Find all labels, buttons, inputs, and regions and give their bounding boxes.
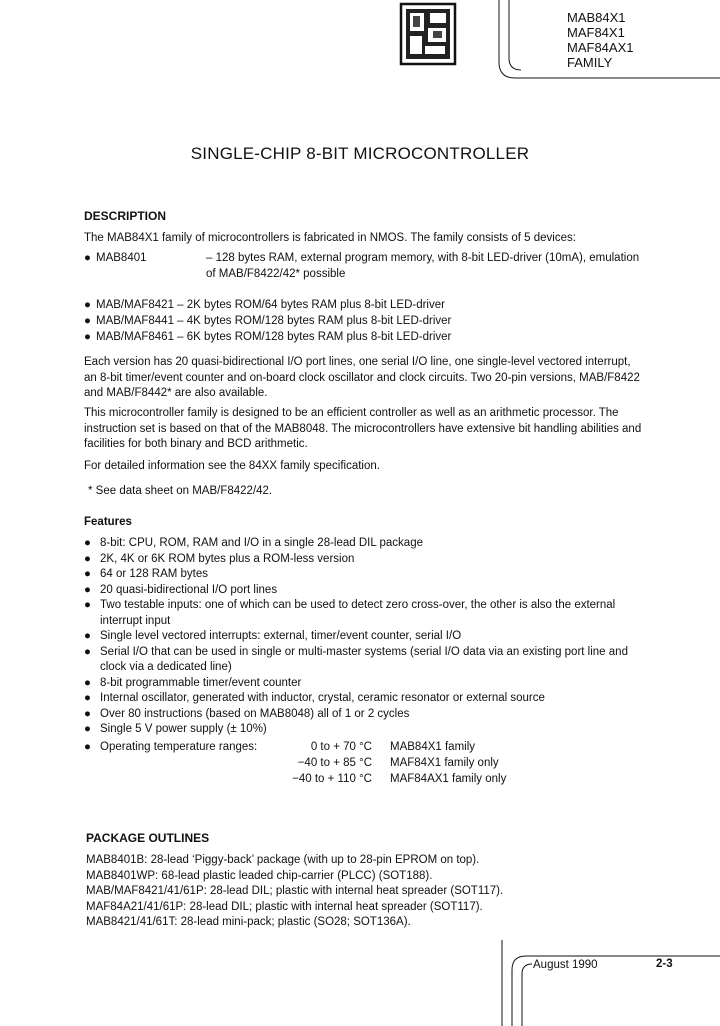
- list-item: [84, 676, 654, 692]
- temperature-table: [100, 740, 560, 788]
- list-item: [84, 567, 654, 583]
- list-item: [84, 707, 654, 723]
- temperature-range: −40 to + 110 °C: [292, 773, 372, 785]
- table-row: [100, 756, 560, 772]
- package-line: MAB8401WP: 68-lead plastic leaded chip-carrier (PLCC) (SOT188).: [86, 869, 433, 882]
- temperature-family: MAB84X1 family: [390, 741, 476, 753]
- packages-list: [86, 853, 646, 931]
- list-item: [84, 536, 654, 552]
- bullet-icon: ●: [84, 583, 91, 596]
- feature-text: Single 5 V power supply (± 10%): [100, 723, 267, 735]
- bullet-icon: ●: [84, 676, 91, 689]
- features-list: [84, 536, 654, 738]
- footer-date: August 1990: [533, 959, 598, 971]
- description-paragraph: This microcontroller family is designed to be an efficient controller as well as an arithmetic processor. The instruction set is based on that of the MAB8048. The microcontrollers have extensive bit handling abilities and facilities for both binary and BCD arithmetic.: [84, 407, 642, 450]
- description-heading: DESCRIPTION: [84, 209, 167, 223]
- list-item: [84, 722, 654, 738]
- feature-text: Serial I/O that can be used in single or multi-master systems (serial I/O data via an existing port line and clock via a dedicated line): [100, 645, 628, 673]
- family-line: MAB84X1: [567, 10, 626, 25]
- bullet-icon: ●: [84, 692, 91, 704]
- device-name: MAB8401: [96, 252, 147, 264]
- device-item: [84, 251, 654, 283]
- family-line: MAF84AX1: [567, 40, 634, 55]
- bullet-icon: ●: [84, 568, 91, 580]
- list-item: [84, 598, 654, 629]
- bullet-icon: ●: [84, 707, 91, 720]
- packages-heading: PACKAGE OUTLINES: [86, 831, 210, 845]
- list-item: [84, 629, 654, 645]
- family-line: FAMILY: [567, 55, 613, 70]
- device-line: MAB/MAF8441 – 4K bytes ROM/128 bytes RAM plus 8-bit LED-driver: [96, 315, 452, 327]
- feature-text: 64 or 128 RAM bytes: [100, 568, 209, 580]
- page-number: 2-3: [656, 958, 673, 970]
- family-line: MAF84X1: [567, 25, 625, 40]
- device-item: [84, 298, 654, 314]
- bullet-icon: ●: [84, 537, 91, 549]
- bullet-icon: ●: [84, 741, 91, 753]
- family-label: [567, 10, 633, 70]
- list-item: [84, 645, 654, 676]
- feature-text: Over 80 instructions (based on MAB8048) all of 1 or 2 cycles: [100, 707, 410, 720]
- package-line: MAB8421/41/61T: 28-lead mini-pack; plastic (SO28; SOT136A).: [86, 916, 411, 928]
- device-description: – 128 bytes RAM, external program memory, with 8-bit LED-driver (10mA), emulation of MAB/F8422/42* possible: [206, 252, 640, 280]
- footnote: * See data sheet on MAB/F8422/42.: [88, 485, 273, 497]
- features-heading: Features: [84, 516, 132, 528]
- package-line: MAB8401B: 28-lead ‘Piggy-back’ package (with up to 28-pin EPROM on top).: [86, 854, 480, 866]
- package-line: MAF84A21/41/61P: 28-lead DIL; plastic with internal heat spreader (SOT117).: [86, 900, 483, 913]
- device-item: [84, 330, 654, 346]
- table-row: [100, 772, 560, 788]
- bullet-icon: ●: [84, 552, 91, 565]
- list-item: [84, 691, 654, 707]
- list-item: [84, 583, 654, 599]
- feature-text: 8-bit: CPU, ROM, RAM and I/O in a single 28-lead DIL package: [100, 537, 423, 549]
- page-title: SINGLE-CHIP 8-BIT MICROCONTROLLER: [190, 144, 530, 163]
- bullet-icon: ●: [84, 299, 91, 311]
- feature-text: 2K, 4K or 6K ROM bytes plus a ROM-less version: [100, 552, 355, 565]
- device-item: [84, 314, 654, 330]
- temperature-range: −40 to + 85 °C: [297, 757, 372, 769]
- feature-text: 20 quasi-bidirectional I/O port lines: [100, 583, 278, 596]
- bullet-icon: ●: [84, 331, 91, 343]
- feature-text: Single level vectored interrupts: external, timer/event counter, serial I/O: [100, 630, 462, 642]
- bullet-icon: ●: [84, 630, 91, 642]
- bullet-icon: ●: [84, 252, 91, 264]
- bullet-icon: ●: [84, 599, 91, 611]
- table-row: [100, 740, 560, 756]
- description-paragraph: Each version has 20 quasi-bidirectional I/O port lines, one serial I/O line, one single-level vectored interrupt, an 8-bit timer/event counter and on-board clock oscillator and clock circuits. Two 20-pin versions, MAB/F8422 and MAB/F8442* are also available.: [84, 356, 640, 399]
- device-line: MAB/MAF8461 – 6K bytes ROM/128 bytes RAM plus 8-bit LED-driver: [96, 331, 452, 343]
- description-intro: The MAB84X1 family of microcontrollers is fabricated in NMOS. The family consists of 5 devices:: [84, 232, 576, 244]
- feature-text: Internal oscillator, generated with inductor, crystal, ceramic resonator or external source: [100, 692, 545, 704]
- temperature-family: MAF84X1 family only: [390, 757, 499, 769]
- temperature-intro: Operating temperature ranges:: [100, 741, 258, 753]
- temperature-family: MAF84AX1 family only: [390, 773, 507, 785]
- bullet-icon: ●: [84, 723, 91, 735]
- philips-logo-icon: [398, 2, 458, 66]
- package-line: MAB/MAF8421/41/61P: 28-lead DIL; plastic with internal heat spreader (SOT117).: [86, 885, 504, 897]
- bullet-icon: ●: [84, 315, 91, 327]
- description-paragraph: For detailed information see the 84XX family specification.: [84, 460, 380, 472]
- feature-text: Two testable inputs: one of which can be used to detect zero cross-over, the other is also the external interrupt input: [100, 599, 616, 627]
- footer-frame: [501, 936, 720, 1026]
- bullet-icon: ●: [84, 645, 91, 658]
- temperature-range: 0 to + 70 °C: [310, 741, 372, 753]
- device-line: MAB/MAF8421 – 2K bytes ROM/64 bytes RAM plus 8-bit LED-driver: [96, 299, 445, 311]
- feature-text: 8-bit programmable timer/event counter: [100, 676, 302, 689]
- list-item: [84, 552, 654, 568]
